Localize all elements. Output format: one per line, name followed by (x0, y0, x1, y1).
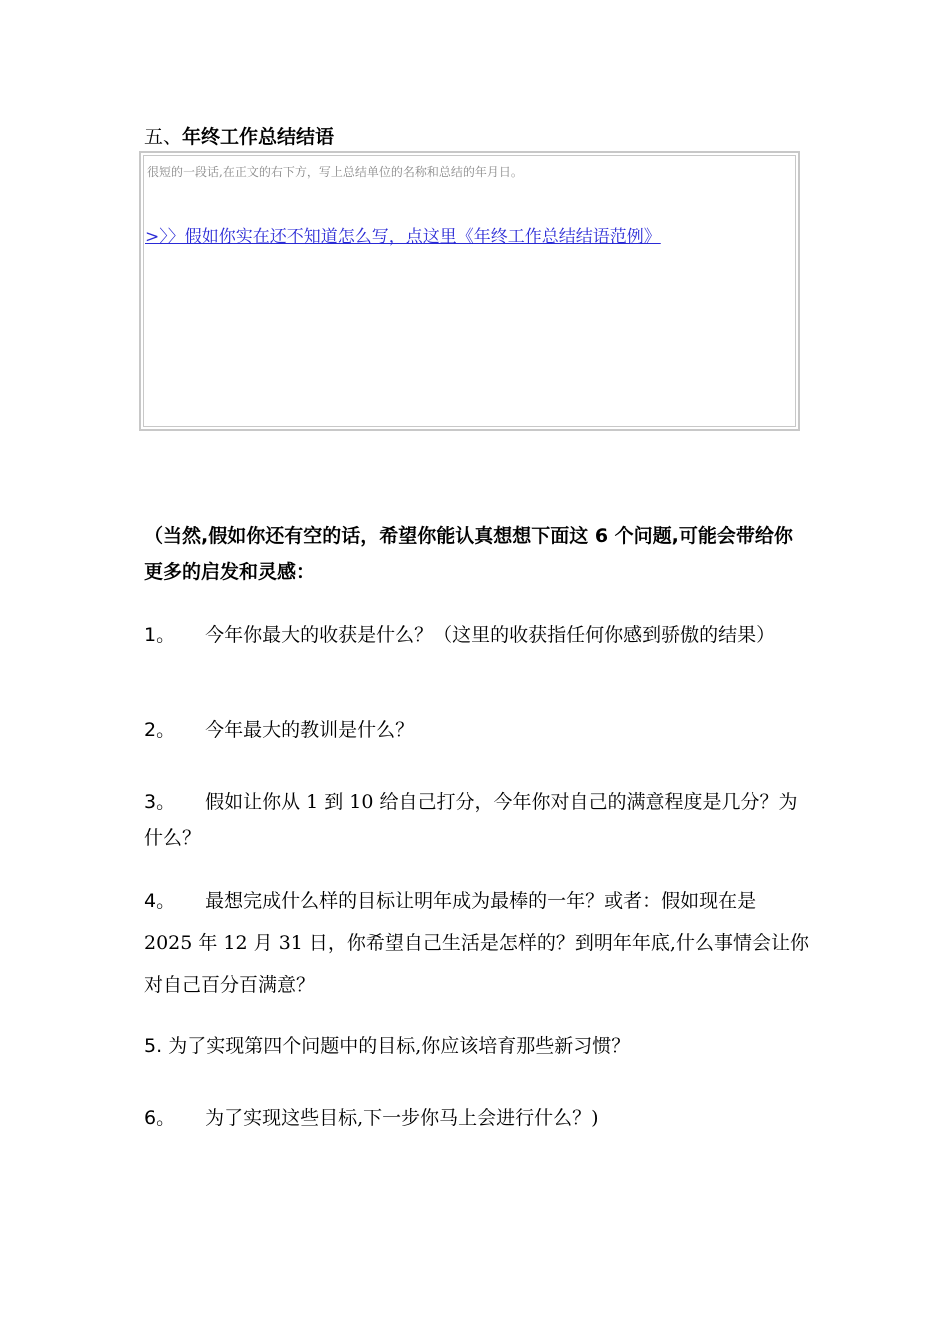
example-link[interactable]: >〉〉假如你实在还不知道怎么写，点这里《年终工作总结结语范例》 (145, 227, 661, 247)
question-text: 今年你最大的收获是什么？（这里的收获指任何你感到骄傲的结果） (205, 624, 776, 646)
section-heading (144, 124, 334, 150)
question-1 (144, 617, 810, 653)
question-text: 假如让你从 1 到 10 给自己打分，今年你对自己的满意程度是几分？为什么？ (144, 791, 798, 849)
question-2 (144, 712, 810, 748)
question-number: 1。 (144, 624, 176, 646)
section-number: 五、 (144, 126, 183, 148)
question-number: 2。 (144, 719, 176, 741)
conclusion-note-box (139, 151, 800, 431)
question-number: 4。 (144, 890, 176, 912)
question-3 (144, 784, 810, 856)
question-5 (144, 1028, 810, 1064)
question-text: 为了实现第四个问题中的目标,你应该培育那些新习惯？ (168, 1035, 631, 1057)
note-description: 很短的一段话,在正文的右下方，写上总结单位的名称和总结的年月日。 (147, 165, 523, 179)
question-text: 为了实现这些目标,下一步你马上会进行什么？) (205, 1107, 599, 1129)
question-4 (144, 880, 810, 1006)
question-number: 6。 (144, 1107, 176, 1129)
section-title: 年终工作总结结语 (182, 126, 335, 148)
question-text: 最想完成什么样的目标让明年成为最棒的一年？或者：假如现在是 2025 年 12 月 31 日，你希望自己生活是怎样的？到明年年底,什么事情会让你对自己百分百满意？ (144, 890, 809, 996)
question-text: 今年最大的教训是什么？ (205, 719, 415, 741)
question-number: 3。 (144, 791, 176, 813)
intro-paragraph: （当然,假如你还有空的话，希望你能认真想想下面这 6 个问题,可能会带给你更多的启发和灵感： (144, 525, 793, 583)
question-6 (144, 1100, 810, 1136)
question-number: 5. (144, 1035, 163, 1057)
